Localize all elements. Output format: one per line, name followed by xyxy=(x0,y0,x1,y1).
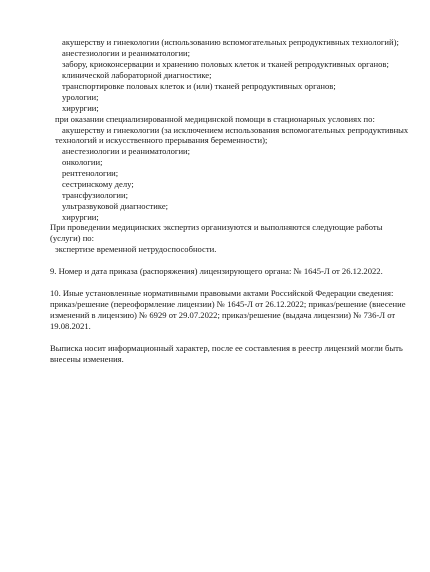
section-10-line: приказ/решение (переоформление лицензии) № 1645-Л от 26.12.2022; приказ/решение (внесение xyxy=(50,299,406,309)
section-9: 9. Номер и дата приказа (распоряжения) лицензирующего органа: № 1645-Л от 26.12.2022. xyxy=(50,266,383,276)
list-item: хирургии; xyxy=(62,103,99,113)
section-10-line: 10. Иные установленные нормативными правовыми актами Российской Федерации сведения: xyxy=(50,288,394,298)
list-item: акушерству и гинекологии (за исключением использования вспомогательных репродуктивных xyxy=(62,125,409,135)
list-item-continuation: технологий и искусственного прерывания беременности); xyxy=(55,135,268,145)
list-item: клинической лабораторной диагностике; xyxy=(62,70,212,80)
section-heading: при оказании специализированной медицинской помощи в стационарных условиях по: xyxy=(55,114,375,124)
disclaimer-note: внесены изменения. xyxy=(50,354,124,364)
list-item: урологии; xyxy=(62,92,99,102)
list-item: анестезиологии и реаниматологии; xyxy=(62,146,191,156)
section-10-line: изменений в лицензию) № 6929 от 29.07.2022; приказ/решение (выдача лицензии) № 736-Л от xyxy=(50,310,396,320)
list-item: транспортировке половых клеток и (или) тканей репродуктивных органов; xyxy=(62,81,336,91)
list-item: трансфузиологии; xyxy=(62,190,129,200)
list-item: забору, криоконсервации и хранению половых клеток и тканей репродуктивных органов; xyxy=(62,59,389,69)
list-item: ультразвуковой диагностике; xyxy=(62,201,169,211)
list-item: хирургии; xyxy=(62,212,99,222)
list-item: рентгенологии; xyxy=(62,168,119,178)
section-heading: При проведении медицинских экспертиз организуются и выполняются следующие работы xyxy=(50,222,383,232)
section-10-line: 19.08.2021. xyxy=(50,321,91,331)
list-item: онкологии; xyxy=(62,157,103,167)
list-item: сестринскому делу; xyxy=(62,179,134,189)
list-item: акушерству и гинекологии (использованию вспомогательных репродуктивных технологий); xyxy=(62,37,399,47)
list-item: экспертизе временной нетрудоспособности. xyxy=(55,244,217,254)
list-item: анестезиологии и реаниматологии; xyxy=(62,48,191,58)
section-heading-continuation: (услуги) по: xyxy=(50,233,94,243)
disclaimer-note: Выписка носит информационный характер, после ее составления в реестр лицензий могли быть xyxy=(50,343,403,353)
